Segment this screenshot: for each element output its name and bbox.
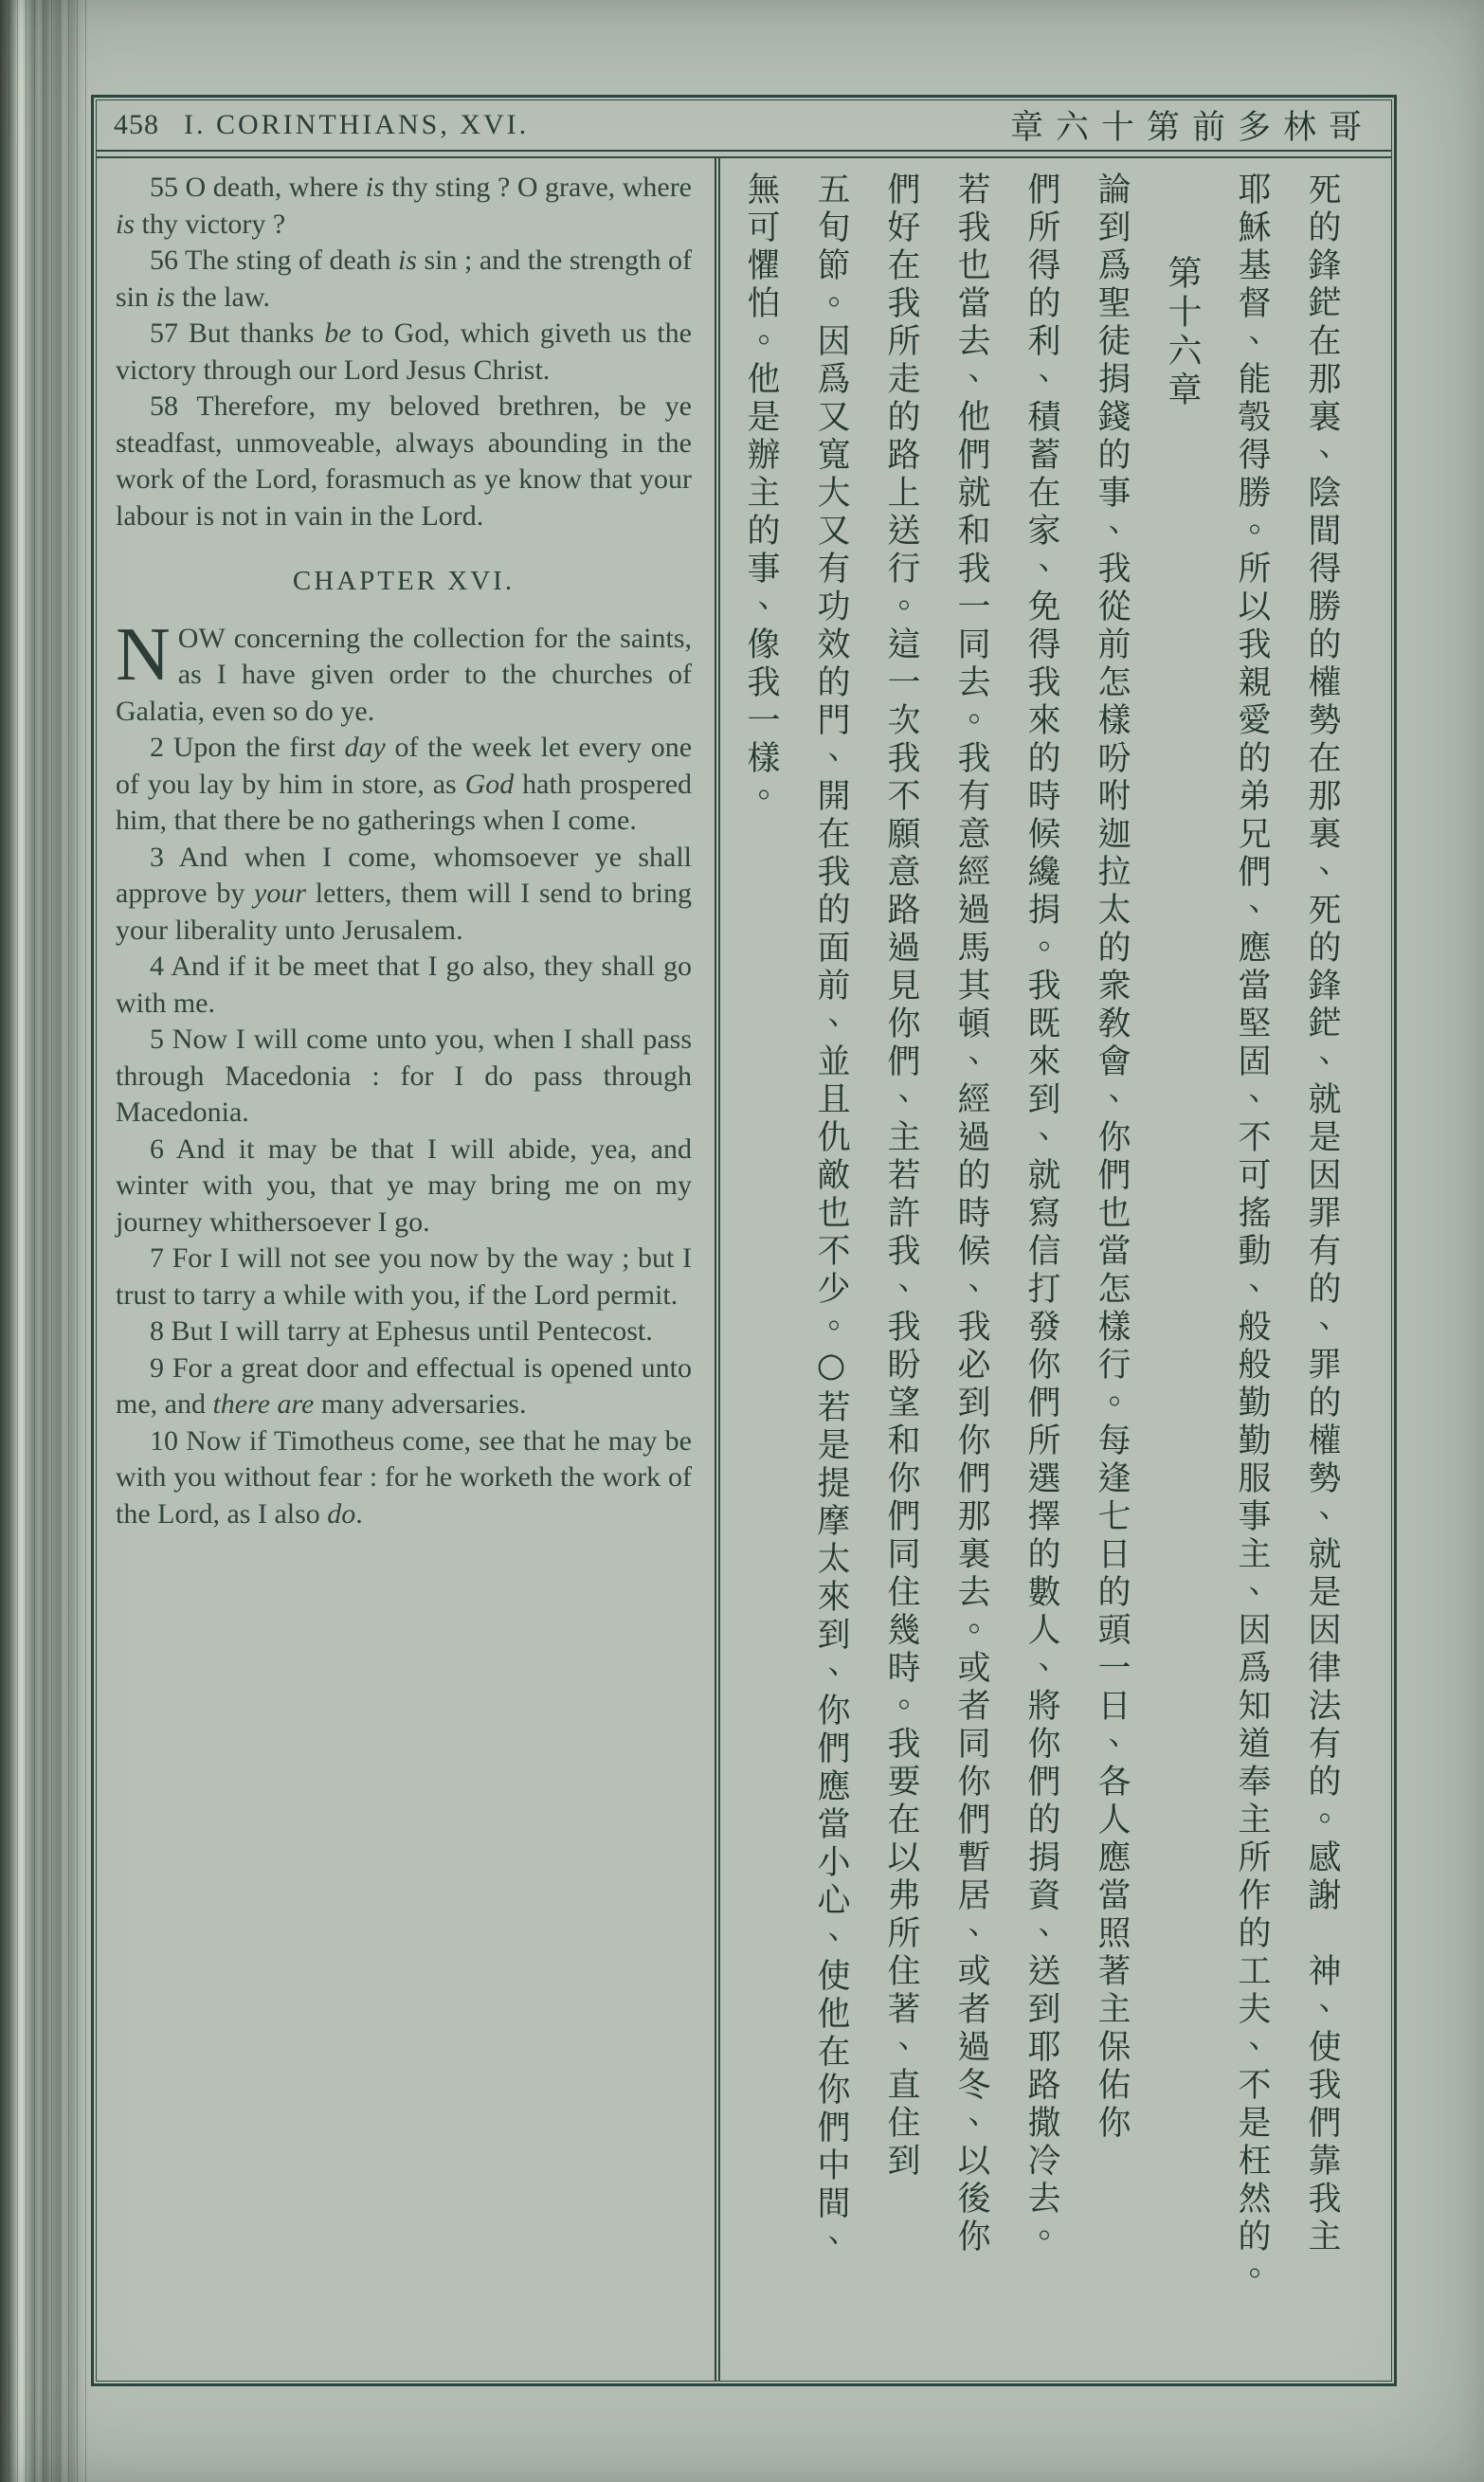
english-paragraph: 9 For a great door and effectual is opened unto me, and there are many adversaries. [116,1351,692,1420]
english-paragraph: 57 But thanks be to God, which giveth us the victory through our Lord Jesus Christ. [116,317,692,386]
english-paragraph: 3 And when I come, whomsoever ye shall approve by your letters, them will I send to bring your liberality unto Jerusalem. [116,841,692,946]
page-border-inner [96,100,1392,2382]
header-rule [97,150,1391,158]
page-header [97,100,1391,150]
drop-cap-letter: N [116,612,171,697]
chinese-column: 死的鋒鋩在那裏、陰間得勝的權勢在那裏、死的鋒鋩、就是因罪有的、罪的權勢、就是因律法有的。感謝 神、使我們靠我主 [1303,172,1341,2256]
english-paragraph: 7 For I will not see you now by the way ; but I trust to tarry a while with you, if the Lord permit. [116,1242,692,1311]
header-title-english: I. CORINTHIANS, XVI. [184,109,530,140]
chinese-column [720,158,1391,2381]
english-paragraph: NOW concerning the collection for the saints, as I have given order to the churches of Galatia, even so do ye. [116,612,692,727]
chinese-column: 若我也當去、他們就和我一同去。我有意經過馬其頓、經過的時候、我必到你們那裏去。或者同你們暫居、或者過冬、以後你 [952,172,990,2256]
english-paragraph: 55 O death, where is thy sting ? O grave, where is thy victory ? [116,172,692,240]
chinese-column: 論到爲聖徒捐錢的事、我從前怎樣吩咐迦拉太的衆敎會、你們也當怎樣行。每逢七日的頭一日、各人應當照著主保佑你 [1093,172,1131,2143]
english-paragraph: 2 Upon the first day of the week let every one of you lay by him in store, as God hath prospered him, that there be no gatherings when I come. [116,732,693,836]
english-text [116,170,692,1532]
chinese-column: 們好在我所走的路上送行。這一次我不願意路過見你們、主若許我、我盼望和你們同住幾時。我要在以弗所住著、直住到 [882,172,920,2181]
english-paragraph: 58 Therefore, my beloved brethren, be ye steadfast, unmoveable, always abounding in the work of the Lord, forasmuch as ye know that your labour is not in vain in the Lord. [116,390,692,532]
chinese-text [726,172,1357,2365]
english-paragraph: 56 The sting of death is sin ; and the strength of sin is the law. [116,245,693,313]
english-paragraph: 4 And if it be meet that I go also, they shall go with me. [116,951,692,1019]
book-page-edges [0,0,87,2482]
english-paragraph: 5 Now I will come unto you, when I shall pass through Macedonia : for I do pass through Macedonia. [116,1024,692,1128]
header-title-chinese: 章六十第前多林哥 [1009,109,1374,147]
page-border-frame [91,95,1397,2386]
chinese-chapter-heading: 第十六章 [1163,255,1202,410]
english-column [97,158,715,2381]
english-paragraph: 8 But I will tarry at Ephesus until Pentecost. [150,1315,653,1347]
chapter-heading: CHAPTER XVI. [292,566,516,596]
page-number: 458 [114,109,159,140]
chinese-column: 們所得的利、積蓄在家、免得我來的時候纔捐。我既來到、就寫信打發你們所選擇的數人、將你們的捐資、送到耶路撒冷去。 [1023,172,1060,2256]
chinese-column: 五旬節。因爲又寬大又有功效的門、開在我的面前、並且仇敵也不少。○若是提摩太來到、你們應當小心、使他在你們中間、 [812,172,850,2261]
chinese-column: 耶穌基督、能彀得勝。所以我親愛的弟兄們、應當堅固、不可搖動、般般勤勤服事主、因爲知道奉主所作的工夫、不是枉然的。 [1233,172,1271,2294]
english-paragraph: 6 And it may be that I will abide, yea, and winter with you, that ye may bring me on my journey whithersoever I go. [116,1132,692,1238]
content-columns [97,158,1391,2381]
english-paragraph: 10 Now if Timotheus come, see that he may be with you without fear : for he worketh the work of the Lord, as I also do. [116,1424,692,1530]
chinese-column: 無可懼怕。他是辦主的事、像我一樣。 [742,172,780,816]
